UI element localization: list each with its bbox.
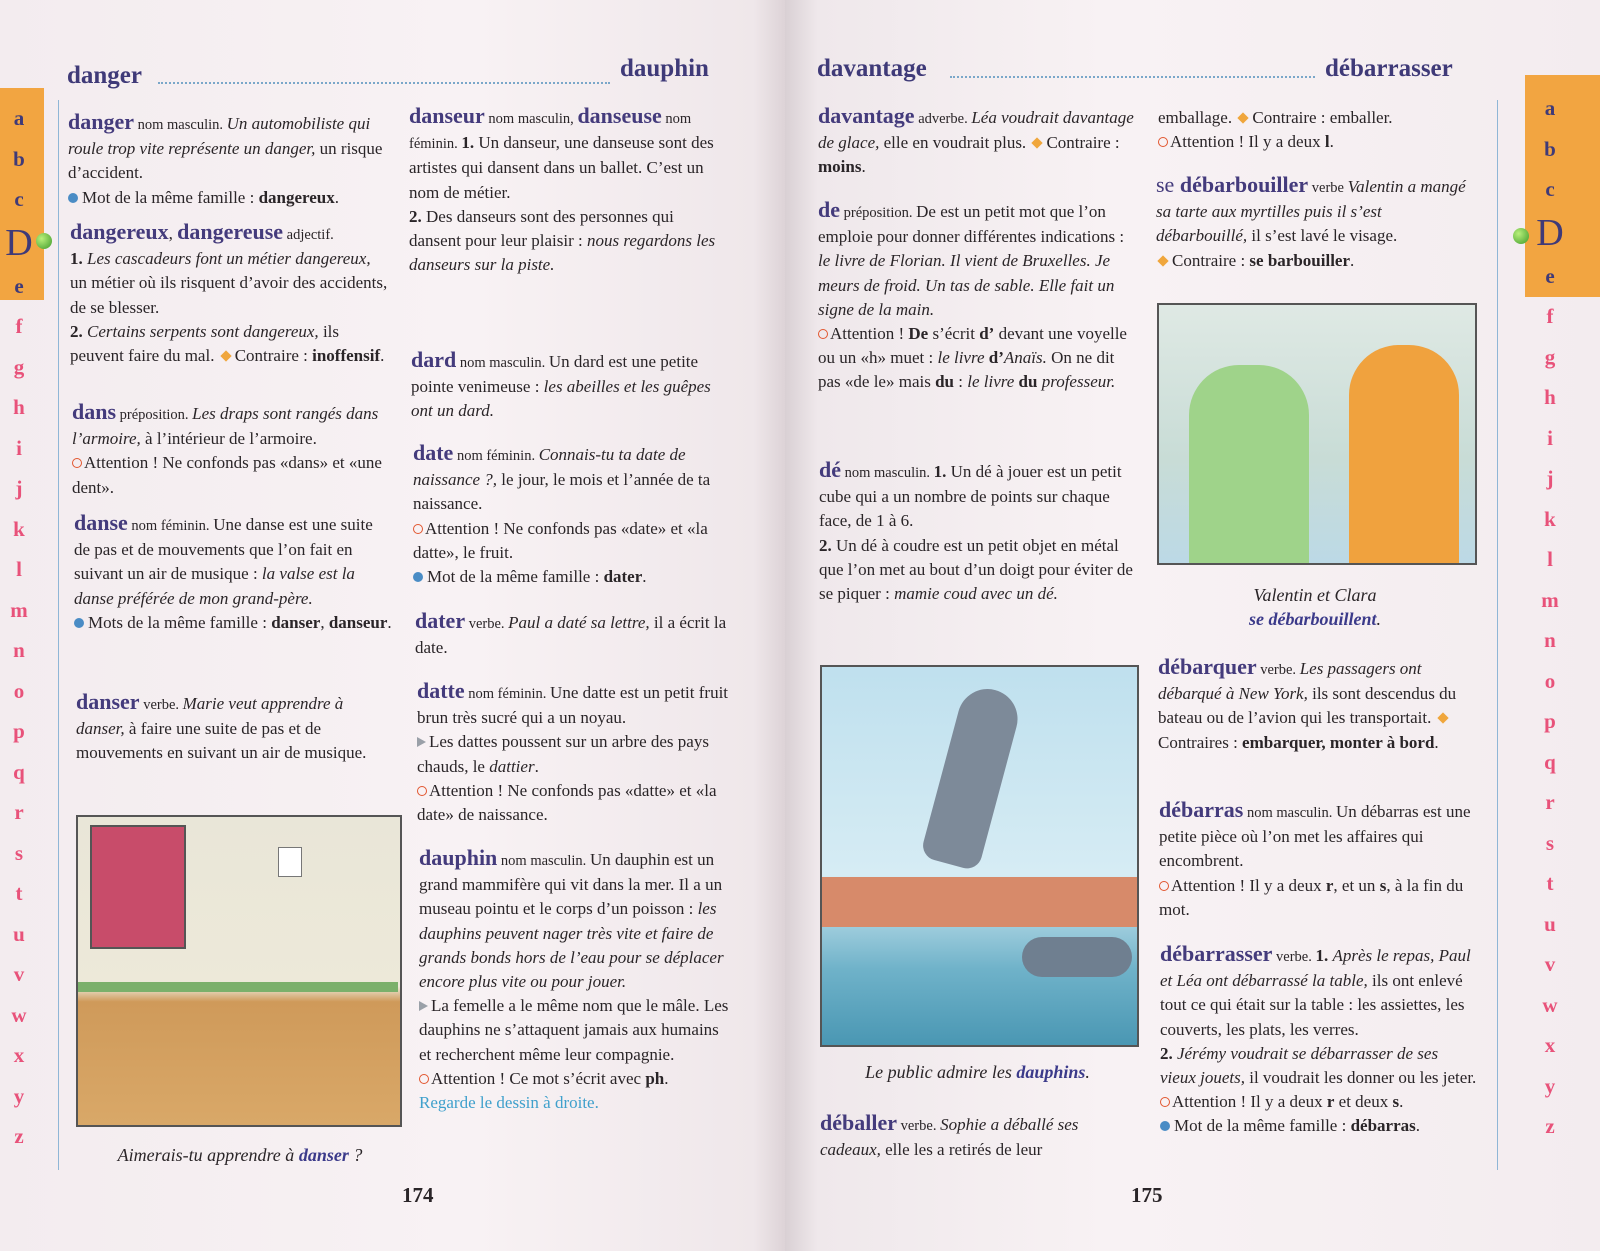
word-family-bullet-icon xyxy=(1160,1121,1170,1131)
alphabet-letter-a[interactable]: a xyxy=(1544,96,1556,120)
bold-text: du xyxy=(1018,372,1038,392)
bold-text: l xyxy=(1324,132,1330,152)
definition-text: Mots de la même famille : xyxy=(88,612,272,632)
alphabet-letter-q[interactable]: q xyxy=(1544,749,1556,774)
alphabet-letter-k[interactable]: k xyxy=(13,516,25,541)
grammar-label: verbe. xyxy=(1272,949,1316,965)
jumping-dolphin xyxy=(920,682,1025,871)
alphabet-letter-f[interactable]: f xyxy=(15,314,23,338)
opposite-diamond-icon xyxy=(220,350,231,361)
definition-text: Mot de la même famille : xyxy=(82,187,259,207)
definition-text: et deux xyxy=(1334,1092,1393,1112)
alphabet-letter-c[interactable]: c xyxy=(1545,177,1555,201)
alphabet-letter-n[interactable]: n xyxy=(1544,628,1556,652)
headword: danseur xyxy=(409,103,485,128)
definition-text: . xyxy=(664,1068,669,1088)
bold-text: r xyxy=(1326,1092,1335,1112)
definition-text: Attention ! Il y a deux xyxy=(1170,132,1325,152)
bold-text: dangereux xyxy=(258,187,335,207)
grammar-label: nom féminin. xyxy=(464,686,551,702)
definition-text: Attention ! Ne confonds pas «date» et «la datte», le fruit. xyxy=(413,518,708,562)
definition-text: Mot de la même famille : xyxy=(427,567,604,587)
attention-circle-icon xyxy=(1160,1097,1170,1107)
alphabet-letter-z[interactable]: z xyxy=(1545,1114,1555,1138)
right-page-175 xyxy=(785,0,1600,1251)
alphabet-letter-k[interactable]: k xyxy=(1544,506,1556,531)
definition-text: elle les a retirés de leur xyxy=(880,1140,1043,1160)
bold-text: De xyxy=(908,324,929,344)
alphabet-letter-j[interactable]: j xyxy=(1546,466,1554,490)
headword: danser xyxy=(76,689,140,714)
bold-text: 1. xyxy=(461,133,479,153)
example-text: Valentin et Clara xyxy=(1253,585,1377,605)
alphabet-letter-i[interactable]: i xyxy=(16,435,22,460)
alphabet-index xyxy=(4,98,34,1157)
alphabet-letter-a[interactable]: a xyxy=(13,106,25,130)
definition-text: . xyxy=(642,567,647,587)
definition-text: il s’est lavé le visage. xyxy=(1247,226,1398,246)
entry-debarquer xyxy=(1158,655,1476,755)
headword: dangereux xyxy=(70,219,169,244)
headword-prefix: se xyxy=(1156,172,1180,197)
note-arrow-icon xyxy=(417,737,426,747)
entry-date xyxy=(413,441,731,589)
alphabet-letter-h[interactable]: h xyxy=(13,395,25,419)
bold-text: inoffensif xyxy=(312,346,381,366)
definition-text: devant une voyelle ou un «h» muet : xyxy=(818,324,1127,368)
headword: dauphin xyxy=(419,845,498,870)
alphabet-letter-l[interactable]: l xyxy=(1547,547,1553,571)
headword: dard xyxy=(411,347,457,372)
opposite-diamond-icon xyxy=(1437,713,1448,724)
caption-ballet xyxy=(70,1145,410,1166)
entry-dauphin xyxy=(419,846,731,1115)
entry-dard xyxy=(411,348,729,424)
definition-text: Des danseurs sont des personnes qui dansent pour leur plaisir : xyxy=(409,206,674,251)
alphabet-letter-l[interactable]: l xyxy=(16,557,22,581)
attention-circle-icon xyxy=(413,524,423,534)
definition-text: . xyxy=(380,346,385,366)
bold-text: d’ xyxy=(979,324,995,344)
entry-de-noun xyxy=(819,458,1137,606)
entry-danse xyxy=(74,511,392,635)
example-text: Connais-tu ta date de naissance ?, xyxy=(413,445,686,490)
alphabet-letter-h[interactable]: h xyxy=(1544,385,1556,409)
example-text: dattier xyxy=(489,756,535,776)
definition-text: Un danseur, une danseuse sont des artistes qui dansent dans un ballet. C’est un nom de métier. xyxy=(409,133,714,202)
barre xyxy=(78,982,398,992)
alphabet-letter-e[interactable]: e xyxy=(14,273,24,298)
definition-text: Attention ! Il y a deux xyxy=(1171,875,1326,895)
alphabet-letter-w[interactable]: w xyxy=(1542,992,1558,1017)
alphabet-letter-g[interactable]: g xyxy=(1544,344,1556,369)
example-text: . xyxy=(1376,609,1381,629)
example-text: Certains serpents sont dangereux, xyxy=(87,321,319,341)
entry-dans xyxy=(72,400,390,500)
alphabet-letter-b[interactable]: b xyxy=(1544,136,1556,161)
definition-text: . xyxy=(1434,732,1439,752)
alphabet-letter-b[interactable]: b xyxy=(13,146,25,171)
caption-valentin-clara xyxy=(1157,583,1473,631)
definition-text: Attention ! Ne confonds pas «dans» et «une dent». xyxy=(72,453,382,497)
alphabet-letter-j[interactable]: j xyxy=(15,476,23,500)
alphabet-letter-i[interactable]: i xyxy=(1547,425,1553,450)
grammar-label: adverbe. xyxy=(914,111,972,127)
left-page-174 xyxy=(0,0,785,1251)
bold-text: danseur xyxy=(328,612,388,632)
bold-text: s xyxy=(1392,1092,1400,1112)
headword: danse xyxy=(74,510,128,535)
attention-circle-icon xyxy=(72,458,82,468)
page-number: 175 xyxy=(1131,1183,1163,1207)
definition-text: Une danse est une suite de pas et de mouvements que l’on fait en suivant un air de musique : xyxy=(74,515,373,584)
alphabet-letter-s[interactable]: s xyxy=(1545,830,1555,855)
bold-text: d’ xyxy=(988,348,1004,368)
alphabet-letter-c[interactable]: c xyxy=(14,187,24,211)
alphabet-letter-v[interactable]: v xyxy=(1544,952,1556,976)
bold-text: débarras xyxy=(1350,1116,1416,1136)
entry-debarrasser xyxy=(1160,942,1478,1139)
example-text: Jérémy voudrait se débarrasser de ses vieux jouets, xyxy=(1160,1043,1439,1088)
definition-text: Contraires : xyxy=(1158,732,1243,752)
entry-se-debarbouiller xyxy=(1156,173,1474,273)
headword: déballer xyxy=(820,1110,897,1135)
alphabet-letter-g[interactable]: g xyxy=(13,354,25,379)
alphabet-letter-y[interactable]: y xyxy=(13,1083,25,1108)
definition-text: Un débarras est une petite pièce où l’on met les affaires qui encombrent. xyxy=(1159,802,1471,871)
alphabet-letter-x[interactable]: x xyxy=(1544,1033,1556,1057)
entry-deballer xyxy=(820,1111,1138,1162)
definition-text: . xyxy=(1415,1116,1420,1136)
alphabet-index xyxy=(1535,88,1565,1147)
alphabet-letter-t[interactable]: t xyxy=(1546,871,1554,895)
grammar-label: préposition. xyxy=(840,205,917,221)
headword: débarras xyxy=(1159,797,1244,822)
headword: danseuse xyxy=(577,103,662,128)
grammar-label: adjectif. xyxy=(283,227,334,243)
alphabet-letter-w[interactable]: w xyxy=(11,1002,27,1027)
definition-text: Un dé à jouer est un petit cube qui a un nombre de points sur chaque face, de 1 à 6. xyxy=(819,462,1122,531)
grammar-label: nom masculin. xyxy=(841,465,934,481)
bold-text: ph xyxy=(645,1068,665,1088)
definition-text: Contraire : xyxy=(1172,250,1250,270)
opposite-diamond-icon xyxy=(1238,112,1249,123)
alphabet-letter-r[interactable]: r xyxy=(1545,790,1555,814)
opposite-diamond-icon xyxy=(1157,255,1168,266)
running-head-first: danger xyxy=(67,62,142,89)
definition-text: De est un petit mot que l’on emploie pour donner différentes indications : xyxy=(818,202,1125,247)
grammar-label: nom masculin. xyxy=(456,355,549,371)
alphabet-letter-x[interactable]: x xyxy=(13,1043,25,1067)
illustration-ballet-class xyxy=(76,815,402,1127)
definition-text: On ne dit pas «de le» mais xyxy=(818,348,1115,392)
definition-text: . xyxy=(1350,250,1355,270)
current-letter-marker-icon xyxy=(36,233,52,249)
definition-text: , xyxy=(168,224,178,243)
alphabet-letter-f[interactable]: f xyxy=(1546,304,1554,328)
example-text: Un automobiliste qui roule trop vite représente un danger, xyxy=(68,114,371,159)
alphabet-letter-u[interactable]: u xyxy=(13,921,25,946)
example-text: Les passagers ont débarqué à New York, xyxy=(1158,659,1422,704)
grammar-label: verbe. xyxy=(465,616,509,632)
page-number: 174 xyxy=(402,1183,434,1207)
definition-text: Les dattes poussent sur un arbre des pays chauds, le xyxy=(417,732,709,776)
definition-text: un métier où ils risquent d’avoir des accidents, de se blesser. xyxy=(70,273,388,317)
example-text: les abeilles et les guêpes ont un dard. xyxy=(411,377,711,421)
running-head-last: dauphin xyxy=(620,55,709,82)
running-head-last: débarrasser xyxy=(1325,55,1453,82)
definition-text: s’écrit xyxy=(928,324,980,344)
example-text: Valentin a mangé sa tarte aux myrtilles puis il s’est débarbouillé, xyxy=(1156,177,1466,246)
word-family-bullet-icon xyxy=(413,572,423,582)
bold-text: danser xyxy=(271,612,321,632)
definition-text: . xyxy=(534,756,539,776)
note-arrow-icon xyxy=(419,1001,428,1011)
entry-davantage xyxy=(818,104,1136,180)
alphabet-letter-m[interactable]: m xyxy=(10,597,28,622)
example-text: nous regardons les danseurs sur la piste. xyxy=(409,231,716,275)
alphabet-letter-y[interactable]: y xyxy=(1544,1073,1556,1098)
grammar-label: nom masculin, xyxy=(484,111,578,127)
definition-text: il a écrit la date. xyxy=(415,613,727,658)
alphabet-letter-r[interactable]: r xyxy=(14,800,24,824)
headword: dangereuse xyxy=(177,219,284,244)
bold-text: moins xyxy=(818,157,862,177)
example-text: . xyxy=(1085,1062,1090,1082)
headword: débarbouiller xyxy=(1179,172,1309,197)
bold-text: 2. xyxy=(819,535,836,555)
alphabet-letter-q[interactable]: q xyxy=(13,759,25,784)
definition-text: Une datte est un petit fruit brun très sucré qui a un noyau. xyxy=(417,683,729,728)
alphabet-letter-t[interactable]: t xyxy=(15,881,23,905)
headword: date xyxy=(413,440,454,465)
grammar-label: préposition. xyxy=(116,407,193,423)
bold-text: dater xyxy=(603,567,643,587)
example-text: Anaïs. xyxy=(1003,348,1047,368)
caption-dolphin xyxy=(815,1062,1140,1083)
definition-text: . xyxy=(1329,132,1334,152)
header-divider xyxy=(950,76,1315,78)
crowd xyxy=(822,877,1137,927)
definition-text: un risque d’accident. xyxy=(68,139,383,183)
example-text: le livre xyxy=(967,372,1019,392)
definition-text: , à la fin du mot. xyxy=(1159,875,1464,919)
definition-text: Contraire : xyxy=(234,346,313,366)
definition-text: le jour, le mois et l’année de ta naissance. xyxy=(413,470,711,514)
alphabet-letter-z[interactable]: z xyxy=(14,1124,24,1148)
definition-text: il voudrait les donner ou les jeter. xyxy=(1244,1068,1477,1088)
ballet-poster xyxy=(90,825,186,949)
current-letter-marker-icon xyxy=(1513,228,1529,244)
attention-circle-icon xyxy=(818,329,828,339)
entry-danger xyxy=(68,110,386,210)
headword: débarrasser xyxy=(1160,941,1273,966)
opposite-diamond-icon xyxy=(1032,138,1043,149)
definition-text: ils peuvent faire du mal. xyxy=(70,321,339,366)
attention-circle-icon xyxy=(417,786,427,796)
bold-text: s xyxy=(1379,875,1387,895)
headword: dans xyxy=(72,399,117,424)
bold-text: 1. xyxy=(933,462,951,481)
definition-text: Attention ! Ce mot s’écrit avec xyxy=(431,1068,646,1088)
alphabet-letter-o[interactable]: o xyxy=(13,678,25,703)
alphabet-letter-o[interactable]: o xyxy=(1544,668,1556,693)
alphabet-letter-d[interactable]: D xyxy=(1536,211,1564,254)
example-text: mamie coud avec un dé. xyxy=(894,584,1058,604)
alphabet-letter-s[interactable]: s xyxy=(14,840,24,865)
definition-text: à faire une suite de pas et de mouvements en suivant un air de musique. xyxy=(76,719,367,763)
headword: dater xyxy=(415,608,466,633)
definition-text: Contraire : xyxy=(1046,133,1120,153)
grammar-label: nom masculin. xyxy=(1243,805,1336,821)
word-family-bullet-icon xyxy=(68,193,78,203)
notice-paper xyxy=(278,847,302,877)
grammar-label: verbe. xyxy=(897,1118,941,1134)
example-text: Aimerais-tu apprendre à xyxy=(117,1145,299,1165)
headword: datte xyxy=(417,678,465,703)
alphabet-letter-n[interactable]: n xyxy=(13,638,25,662)
definition-text: ils sont descendus du bateau ou de l’avion qui les transportait. xyxy=(1158,684,1457,728)
example-text: ? xyxy=(348,1145,363,1165)
definition-text: , xyxy=(320,612,329,632)
example-text: Marie veut apprendre à danser, xyxy=(76,694,344,739)
headword: débarquer xyxy=(1158,654,1257,679)
definition-text: emballage. xyxy=(1158,108,1237,127)
definition-text: La femelle a le même nom que le mâle. Les dauphins ne s’attaquent jamais aux humains et recherchent même leur compagnie. xyxy=(419,996,729,1064)
definition-text: : xyxy=(954,372,968,392)
alphabet-letter-u[interactable]: u xyxy=(1544,911,1556,936)
grammar-label: verbe. xyxy=(1256,662,1300,678)
highlight-word: se débarbouillent xyxy=(1248,609,1377,629)
example-text: professeur. xyxy=(1037,372,1116,392)
example-text: les dauphins peuvent nager très vite et faire de grands bonds hors de l’eau pour se déplacer encore plus vite ou pour jouer. xyxy=(419,899,724,992)
example-text: le livre xyxy=(937,348,989,368)
entry-deballer-continued xyxy=(1158,106,1476,154)
grammar-label: nom féminin. xyxy=(453,448,539,464)
definition-text: Un dard est une petite pointe venimeuse : xyxy=(411,352,699,397)
example-text: Paul a daté sa lettre, xyxy=(508,613,650,632)
example-text: la valse est la danse préférée de mon grand-père. xyxy=(74,564,355,608)
entry-danseur xyxy=(409,104,727,277)
definition-text: Contraire : emballer. xyxy=(1252,108,1393,127)
definition-text: elle en voudrait plus. xyxy=(879,133,1031,153)
alphabet-letter-v[interactable]: v xyxy=(13,962,25,986)
header-divider xyxy=(158,82,610,84)
definition-text: Attention ! Ne confonds pas «datte» et «la date» de naissance. xyxy=(417,780,717,825)
grammar-label: verbe. xyxy=(139,697,183,713)
highlight-word: dauphins xyxy=(1016,1062,1086,1082)
attention-circle-icon xyxy=(419,1074,429,1084)
example-text: Le public admire les xyxy=(865,1062,1017,1082)
bold-text: 1. xyxy=(70,249,87,269)
illustration-dolphin-show xyxy=(820,665,1139,1047)
bold-text: 1. xyxy=(1315,946,1333,965)
margin-rule xyxy=(58,100,59,1170)
cross-reference-link[interactable]: Regarde le dessin à droite. xyxy=(419,1093,599,1113)
headword: davantage xyxy=(818,103,915,128)
alphabet-letter-d[interactable]: D xyxy=(5,221,33,264)
running-head-first: davantage xyxy=(817,55,927,82)
grammar-label: nom masculin. xyxy=(134,117,227,133)
word-family-bullet-icon xyxy=(74,618,84,628)
example-text: Léa voudrait davantage de glace, xyxy=(818,108,1134,153)
girl-green-pyjamas xyxy=(1189,365,1309,565)
definition-text: , et un xyxy=(1333,875,1380,895)
headword: dé xyxy=(819,457,841,482)
boy-orange-shirt xyxy=(1349,345,1459,565)
example-text: Sophie a déballé ses cadeaux, xyxy=(820,1115,1079,1160)
bold-text: se barbouiller xyxy=(1249,250,1351,270)
definition-text: à l’intérieur de l’armoire. xyxy=(140,429,317,449)
bold-text: r xyxy=(1325,875,1334,895)
definition-text: . xyxy=(334,187,340,207)
alphabet-letter-m[interactable]: m xyxy=(1541,587,1559,612)
entry-danser xyxy=(76,690,394,766)
bold-text: du xyxy=(935,372,955,392)
grammar-label: nom masculin. xyxy=(497,853,590,869)
margin-rule xyxy=(1497,100,1498,1170)
definition-text: . xyxy=(387,612,392,632)
entry-datte xyxy=(417,679,735,827)
illustration-children-washing xyxy=(1157,303,1477,565)
definition-text: Mot de la même famille : xyxy=(1174,1116,1351,1136)
example-text: Après le repas, Paul et Léa ont débarrassé la table, xyxy=(1160,946,1471,991)
headword: de xyxy=(818,197,840,222)
entry-debarras xyxy=(1159,798,1477,922)
bold-text: 2. xyxy=(409,206,426,226)
alphabet-letter-p[interactable]: p xyxy=(13,719,25,743)
example-text: Les cascadeurs font un métier dangereux, xyxy=(87,249,371,269)
definition-text: Un dé à coudre est un petit objet en métal que l’on met au bout d’un doigt pour éviter de se piquer : xyxy=(819,535,1133,604)
example-text: Les draps sont rangés dans l’armoire, xyxy=(72,404,379,449)
definition-text: . xyxy=(1399,1092,1404,1112)
swimming-dolphin xyxy=(1022,937,1132,977)
grammar-label: nom féminin. xyxy=(127,518,214,534)
entry-dangereux xyxy=(70,220,388,368)
definition-text: Un dauphin est un grand mammifère qui vit dans la mer. Il a un museau pointu et le corps d’un poisson : xyxy=(419,850,723,919)
grammar-label: nom féminin. xyxy=(409,111,692,153)
entry-de xyxy=(818,198,1136,395)
entry-dater xyxy=(415,609,733,660)
example-text: le livre de Florian. Il vient de Bruxelles. Je meurs de froid. Un tas de sable. Elle fait un signe de la main. xyxy=(818,251,1115,319)
attention-circle-icon xyxy=(1158,137,1168,147)
attention-circle-icon xyxy=(1159,881,1169,891)
headword: danger xyxy=(68,109,134,134)
definition-text: ils ont enlevé tout ce qui était sur la table : les assiettes, les couverts, les plats, les verres. xyxy=(1160,971,1465,1039)
definition-text: . xyxy=(861,157,866,177)
bold-text: embarquer, monter à bord xyxy=(1242,732,1435,752)
highlight-word: danser xyxy=(298,1145,349,1165)
grammar-label: verbe xyxy=(1308,180,1348,196)
bold-text: 2. xyxy=(1160,1043,1177,1063)
alphabet-letter-e[interactable]: e xyxy=(1545,263,1555,288)
bold-text: 2. xyxy=(70,321,87,341)
definition-text: Attention ! xyxy=(830,324,909,344)
definition-text: Attention ! Il y a deux xyxy=(1172,1092,1327,1112)
alphabet-letter-p[interactable]: p xyxy=(1544,709,1556,733)
